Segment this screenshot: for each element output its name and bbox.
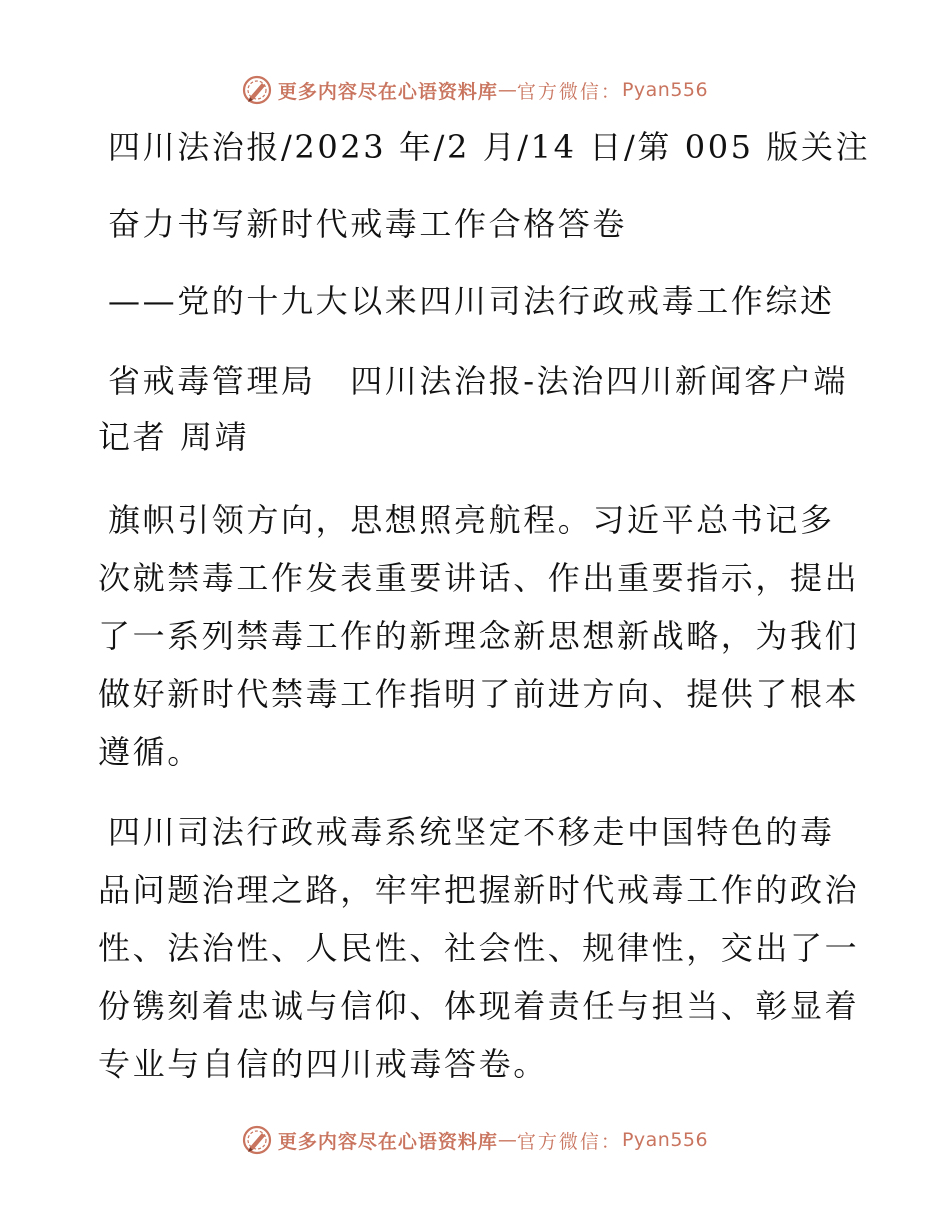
document-body bbox=[98, 122, 871, 1115]
byline-line: 记者 周靖 bbox=[98, 418, 250, 456]
paragraph-line: 旗帜引领方向，思想照亮航程。习近平总书记多 bbox=[108, 501, 835, 539]
watermark-sub-text: 官方微信： bbox=[516, 80, 622, 103]
paragraph-line: 性、法治性、人民性、社会性、规律性，交出了一 bbox=[98, 929, 860, 967]
paragraph-line: 了一系列禁毒工作的新理念新思想新战略，为我们 bbox=[98, 617, 860, 655]
paragraph-line: 份镌刻着忠诚与信仰、体现着责任与担当、彰显着 bbox=[98, 987, 860, 1025]
watermark-separator: — bbox=[497, 79, 517, 101]
watermark-wechat-id: Pyan556 bbox=[621, 79, 709, 101]
paragraph-line: 做好新时代禁毒工作指明了前进方向、提供了根本 bbox=[98, 675, 860, 713]
watermark-main-text: 更多内容尽在心语资料库 bbox=[277, 1130, 498, 1153]
watermark-bottom bbox=[0, 1122, 950, 1158]
watermark-wechat-id: Pyan556 bbox=[621, 1129, 709, 1151]
paragraph-line: 遵循。 bbox=[98, 733, 202, 771]
paragraph-line: 专业与自信的四川戒毒答卷。 bbox=[98, 1045, 548, 1083]
watermark-top bbox=[0, 72, 950, 108]
paragraph-2 bbox=[98, 803, 860, 1093]
source-line-block bbox=[98, 122, 871, 173]
watermark-sub-text: 官方微信： bbox=[516, 1130, 622, 1153]
paragraph-line: 品问题治理之路，牢牢把握新时代戒毒工作的政治 bbox=[98, 871, 860, 909]
subtitle-block bbox=[98, 276, 850, 327]
paragraph-line: 次就禁毒工作发表重要讲话、作出重要指示，提出 bbox=[98, 559, 860, 597]
paragraph-line: 四川司法行政戒毒系统坚定不移走中国特色的毒 bbox=[108, 813, 835, 851]
pen-logo-icon bbox=[242, 75, 272, 105]
source-line: 四川法治报/2023 年/2 月/14 日/第 005 版关注 bbox=[108, 128, 871, 166]
byline-line: 省戒毒管理局 四川法治报-法治四川新闻客户端 bbox=[108, 362, 849, 400]
paragraph-1 bbox=[98, 491, 860, 781]
title-block bbox=[98, 199, 850, 250]
pen-logo-icon bbox=[242, 1125, 272, 1155]
watermark-separator: — bbox=[497, 1129, 517, 1151]
watermark-main-text: 更多内容尽在心语资料库 bbox=[277, 80, 498, 103]
article-subtitle: ——党的十九大以来四川司法行政戒毒工作综述 bbox=[108, 282, 835, 320]
byline bbox=[98, 353, 850, 465]
article-title: 奋力书写新时代戒毒工作合格答卷 bbox=[108, 205, 628, 243]
